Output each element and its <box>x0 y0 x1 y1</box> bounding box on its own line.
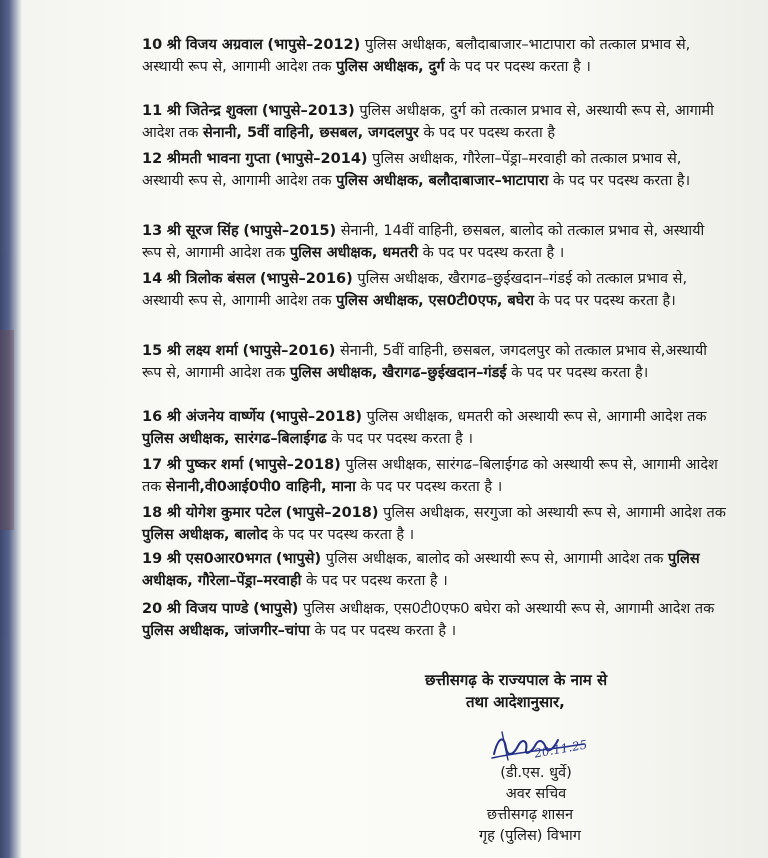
order-entry <box>142 268 727 312</box>
signer-name: (डी.एस. धुर्वे) <box>500 765 572 781</box>
new-posting: पुलिस अधीक्षक, बालोद <box>142 527 268 543</box>
officer-name: श्री त्रिलोक बंसल <box>166 271 256 287</box>
posting-tail-text: के पद पर पदस्थ करता है । <box>331 431 473 447</box>
order-entry <box>142 598 727 642</box>
order-entry <box>142 548 727 592</box>
officer-batch: (भापुसे–2016) <box>242 343 336 359</box>
current-posting-text: सेनानी, 14वीं वाहिनी, छसबल, बालोद को तत्काल प्रभाव से, अस्थायी रूप से, आगामी आदेश तक <box>142 223 705 261</box>
current-posting-text: सेनानी, 5वीं वाहिनी, छसबल, जगदलपुर को तत्काल प्रभाव से,अस्थायी रूप से, आगामी आदेश तक <box>142 343 707 381</box>
officer-name: श्रीमती भावना गुप्ता <box>166 151 271 167</box>
posting-tail-text: के पद पर पदस्थ करता है। <box>553 173 691 189</box>
entry-number: 17 <box>142 457 163 473</box>
officer-name: श्री विजय अग्रवाल <box>166 37 263 53</box>
new-posting: पुलिस अधीक्षक, सारंगढ–बिलाईगढ <box>142 431 327 447</box>
order-entry <box>142 100 727 144</box>
posting-tail-text: के पद पर पदस्थ करता है । <box>449 59 591 75</box>
posting-tail-text: के पद पर पदस्थ करता है । <box>306 573 448 589</box>
current-posting-text: पुलिस अधीक्षक, धमतरी को अस्थायी रूप से, आगामी आदेश तक <box>366 409 707 425</box>
entry-number: 14 <box>142 271 163 287</box>
order-entry <box>142 34 727 78</box>
officer-batch: (भापुसे–2018) <box>269 409 363 425</box>
current-posting-text: पुलिस अधीक्षक, दुर्ग को तत्काल प्रभाव से, अस्थायी रूप से, आगामी आदेश तक <box>142 103 714 141</box>
current-posting-text: पुलिस अधीक्षक, सारंगढ–बिलाईगढ को अस्थायी रूप से, आगामी आदेश तक <box>142 457 718 495</box>
officer-batch: (भापुसे–2012) <box>267 37 361 53</box>
officer-name: श्री एस0आर0भगत <box>166 551 272 567</box>
order-entry <box>142 406 727 450</box>
posting-tail-text: के पद पर पदस्थ करता है। <box>511 365 649 381</box>
officer-name: श्री योगेश कुमार पटेल <box>166 505 282 521</box>
order-entry <box>142 502 727 546</box>
signer-department: गृह (पुलिस) विभाग <box>479 828 581 844</box>
new-posting: सेनानी, 5वीं वाहिनी, छसबल, जगदलपुर <box>203 125 419 141</box>
posting-tail-text: के पद पर पदस्थ करता है । <box>272 527 415 543</box>
new-posting: पुलिस अधीक्षक, जांजगीर–चांपा <box>142 623 310 639</box>
officer-batch: (भापुसे–2018) <box>285 505 379 521</box>
posting-tail-text: के पद पर पदस्थ करता है। <box>538 293 676 309</box>
order-entry <box>142 220 727 264</box>
signer-government: छत्तीसगढ़ शासन <box>486 807 574 823</box>
new-posting: पुलिस अधीक्षक, एस0टी0एफ, बघेरा <box>336 293 535 309</box>
entry-number: 13 <box>142 223 163 239</box>
officer-name: श्री पुष्कर शर्मा <box>166 457 244 473</box>
closing-line-2: तथा आदेशानुसार, <box>466 693 565 711</box>
signer-designation: अवर सचिव <box>505 786 567 802</box>
current-posting-text: पुलिस अधीक्षक, एस0टी0एफ0 बघेरा को अस्थायी रूप से, आगामी आदेश तक <box>303 601 715 617</box>
officer-batch: (भापुसे) <box>275 551 322 567</box>
entry-number: 18 <box>142 505 163 521</box>
posting-tail-text: के पद पर पदस्थ करता है <box>423 125 556 141</box>
order-entry <box>142 148 727 192</box>
officer-name: श्री जितेन्द्र शुक्ला <box>166 103 258 119</box>
officer-batch: (भापुसे–2014) <box>274 151 368 167</box>
entry-number: 15 <box>142 343 163 359</box>
officer-name: श्री विजय पाण्डे <box>166 601 249 617</box>
officer-batch: (भापुसे–2018) <box>247 457 341 473</box>
posting-tail-text: के पद पर पदस्थ करता है । <box>314 623 457 639</box>
officer-batch: (भापुसे–2013) <box>261 103 355 119</box>
new-posting: पुलिस अधीक्षक, खैरागढ–छुईखदान–गंडई <box>289 365 507 381</box>
posting-tail-text: के पद पर पदस्थ करता है । <box>360 479 503 495</box>
officer-name: श्री अंजनेय वार्ष्णेय <box>166 409 265 425</box>
entry-number: 12 <box>142 151 163 167</box>
officer-name: श्री सूरज सिंह <box>166 223 239 239</box>
posting-tail-text: के पद पर पदस्थ करता है । <box>422 245 565 261</box>
entry-number: 16 <box>142 409 163 425</box>
order-entry <box>142 454 727 498</box>
entry-number: 11 <box>142 103 163 119</box>
current-posting-text: पुलिस अधीक्षक, बलौदाबाजार–भाटापारा को तत्काल प्रभाव से, अस्थायी रूप से, आगामी आदेश तक <box>142 37 691 75</box>
new-posting: सेनानी,वी0आई0पी0 वाहिनी, माना <box>166 479 356 495</box>
new-posting: पुलिस अधीक्षक, बलौदाबाजार–भाटापारा <box>336 173 549 189</box>
new-posting: पुलिस अधीक्षक, दुर्ग <box>336 59 445 75</box>
current-posting-text: पुलिस अधीक्षक, गौरेला–पेंड्रा–मरवाही को तत्काल प्रभाव से, अस्थायी रूप से, आगामी आदेश तक <box>142 151 682 189</box>
current-posting-text: पुलिस अधीक्षक, खैरागढ–छुईखदान–गंडई को तत्काल प्रभाव से, अस्थायी रूप से, आगामी आदेश तक <box>142 271 688 309</box>
entry-number: 20 <box>142 601 163 617</box>
signature-date: 20.11.25 <box>533 737 589 761</box>
current-posting-text: पुलिस अधीक्षक, सरगुजा को अस्थायी रूप से, आगामी आदेश तक <box>383 505 726 521</box>
entry-number: 19 <box>142 551 163 567</box>
current-posting-text: पुलिस अधीक्षक, बालोद को अस्थायी रूप से, आगामी आदेश तक <box>325 551 664 567</box>
new-posting: पुलिस अधीक्षक, धमतरी <box>289 245 418 261</box>
officer-name: श्री लक्ष्य शर्मा <box>166 343 238 359</box>
order-entry <box>142 340 727 384</box>
officer-batch: (भापुसे–2016) <box>259 271 353 287</box>
closing-line-1: छत्तीसगढ़ के राज्यपाल के नाम से <box>425 671 608 689</box>
officer-batch: (भापुसे–2015) <box>243 223 337 239</box>
entry-number: 10 <box>142 37 163 53</box>
new-posting: पुलिस अधीक्षक, गौरेला–पेंड्रा–मरवाही <box>142 551 700 589</box>
page-edge-shadow <box>0 0 22 858</box>
officer-batch: (भापुसे) <box>253 601 299 617</box>
